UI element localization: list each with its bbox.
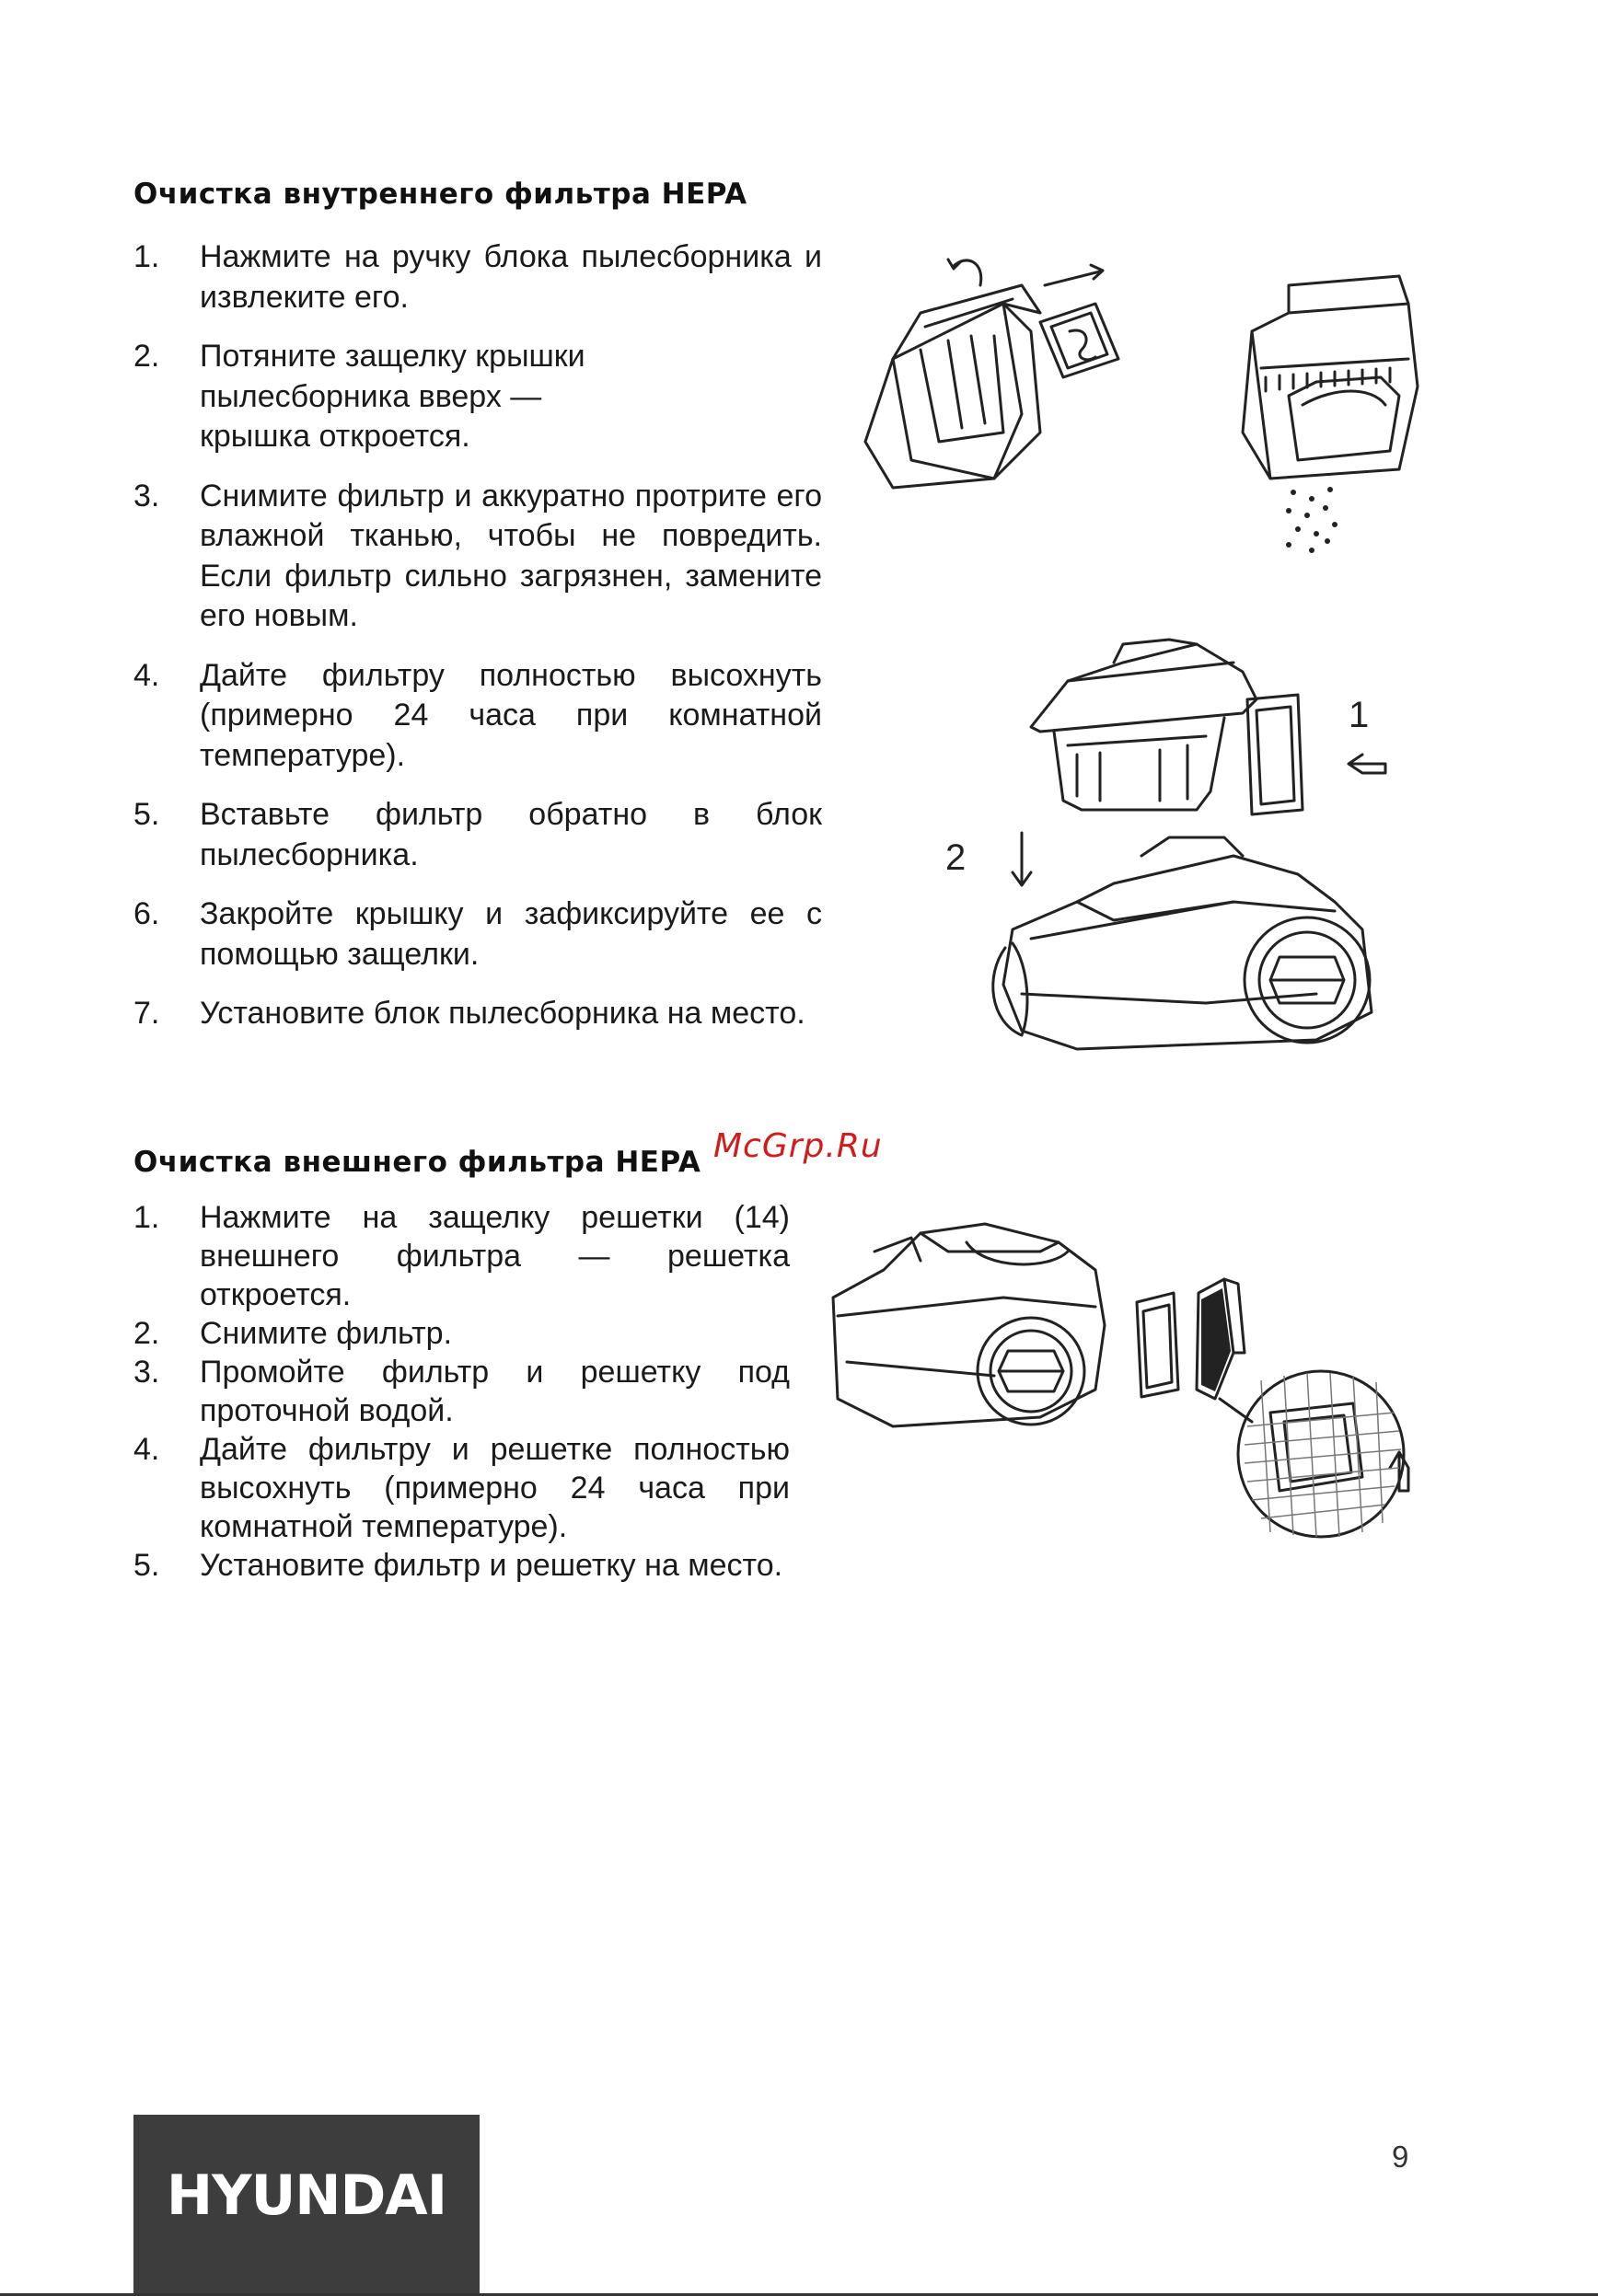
step-number: 4. xyxy=(133,657,160,693)
assembly-step-1-label: 1 xyxy=(1349,695,1370,735)
list-item xyxy=(133,1430,790,1546)
step-number: 5. xyxy=(133,797,160,832)
outer-filter-steps xyxy=(133,1198,790,1585)
list-item xyxy=(133,1198,790,1314)
step-number: 1. xyxy=(133,239,160,274)
illustration-insert-filter xyxy=(930,626,1445,1067)
step-text: Нажмите на ручку блока пылесборника и извлеките его. xyxy=(200,239,822,315)
list-item xyxy=(133,1353,790,1430)
list-item xyxy=(133,795,822,875)
step-number: 2. xyxy=(133,339,160,374)
watermark: McGrp.Ru xyxy=(713,1127,883,1165)
step-text: Нажмите на защелку решетки (14) внешнего фильтра — решетка откроется. xyxy=(200,1200,790,1312)
page-number: 9 xyxy=(1392,2140,1409,2174)
list-item xyxy=(133,994,822,1034)
list-item xyxy=(133,1546,790,1585)
step-number: 7. xyxy=(133,996,160,1031)
inner-filter-steps xyxy=(133,237,822,1054)
section-title-outer-filter: Очистка внешнего фильтра HEPA xyxy=(133,1146,701,1179)
step-number: 4. xyxy=(133,1432,160,1467)
brand-logo xyxy=(133,2115,480,2296)
assembly-step-2-label: 2 xyxy=(945,837,967,878)
step-text: Промойте фильтр и решетку под проточной водой. xyxy=(200,1355,790,1428)
step-number: 3. xyxy=(133,478,160,513)
illustration-remove-inner-filter xyxy=(856,248,1445,561)
illustration-outer-filter xyxy=(819,1215,1445,1546)
list-item xyxy=(133,894,822,975)
step-number: 2. xyxy=(133,1316,160,1351)
step-number: 6. xyxy=(133,896,160,931)
section-title-inner-filter: Очистка внутреннего фильтра HEPA xyxy=(133,178,747,211)
step-number: 3. xyxy=(133,1355,160,1390)
step-text: Дайте фильтру полностью высохнуть (примерно 24 часа при комнатной температуре). xyxy=(200,657,822,773)
list-item xyxy=(133,237,822,317)
step-text: Снимите фильтр и аккуратно протрите его влажной тканью, чтобы не повредить. Если фильтр сильно загрязнен, замените его новым. xyxy=(200,478,822,633)
brand-logo-text: HYUNDAI xyxy=(166,2163,447,2228)
step-number: 5. xyxy=(133,1548,160,1583)
step-text: Потяните защелку крышки пылесборника вверх — крышка откроется. xyxy=(200,339,585,454)
step-text: Закройте крышку и зафиксируйте ее с помощью защелки. xyxy=(200,896,822,972)
step-text: Установите блок пылесборника на место. xyxy=(200,996,805,1031)
list-item xyxy=(133,337,822,457)
list-item xyxy=(133,1314,790,1353)
step-number: 1. xyxy=(133,1200,160,1235)
step-text: Дайте фильтру и решетке полностью высохнуть (примерно 24 часа при комнатной температуре). xyxy=(200,1432,790,1544)
step-text: Установите фильтр и решетку на место. xyxy=(200,1548,783,1583)
list-item xyxy=(133,656,822,777)
list-item xyxy=(133,477,822,637)
step-text: Вставьте фильтр обратно в блок пылесборника. xyxy=(200,797,822,872)
step-text: Снимите фильтр. xyxy=(200,1316,453,1351)
